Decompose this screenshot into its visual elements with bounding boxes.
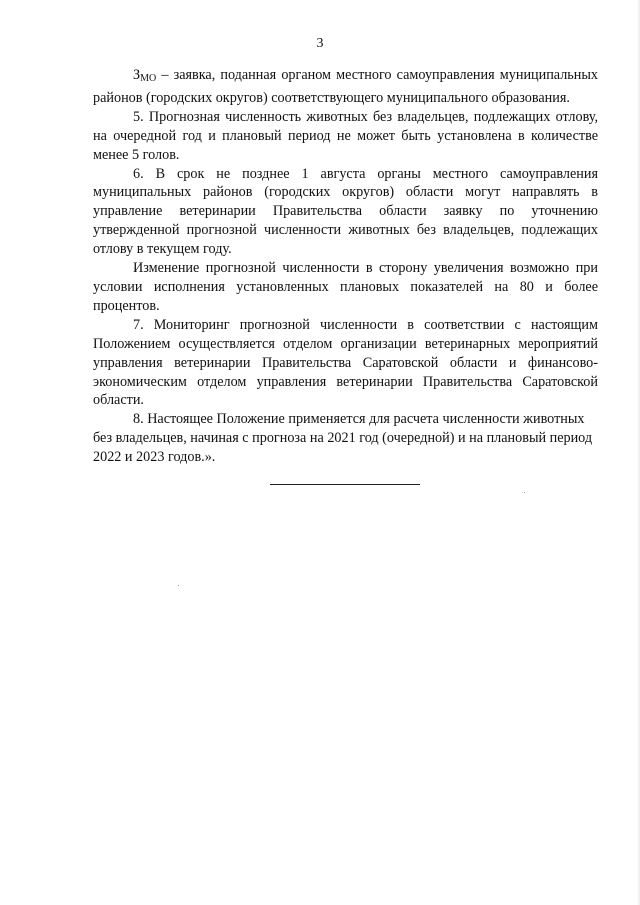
paragraph-item-6: 6. В срок не позднее 1 августа органы местного самоуправления муниципальных районов (городских округов) области могут направлять в управление ветеринарии Правительства области заявку по уточнению утвержденной прогнозной численности животных без владельцев, подлежащих отлову в текущем году. — [93, 165, 598, 258]
document-body — [93, 66, 598, 467]
paragraph-item-7: 7. Мониторинг прогнозной численности в соответствии с настоящим Положением осуществляется отделом организации ветеринарных мероприятий управления ветеринарии Правительства Саратовской области и финансово-экономическим отделом управления ветеринарии Правительства Саратовской области. — [93, 316, 598, 409]
paragraph-increase-condition: Изменение прогнозной численности в сторону увеличения возможно при условии исполнения установленных плановых показателей на 80 и более процентов. — [93, 260, 598, 314]
scan-speck — [524, 492, 525, 493]
zmo-symbol: З — [133, 67, 141, 83]
zmo-subscript: МО — [140, 73, 157, 84]
paragraph-zmo-definition — [93, 66, 598, 108]
paragraph-item-5: 5. Прогнозная численность животных без владельцев, подлежащих отлову, на очередной год и плановый период не может быть установлена в количестве менее 5 голов. — [93, 108, 598, 163]
paragraph-item-8: 8. Настоящее Положение применяется для расчета численности животных без владельцев, начиная с прогноза на 2021 год (очередной) и на плановый период 2022 и 2023 годов.». — [93, 411, 593, 466]
end-divider-line — [270, 484, 420, 485]
page-number: 3 — [316, 36, 324, 51]
scan-speck — [178, 585, 179, 586]
zmo-definition-text: – заявка, поданная органом местного самоуправления муниципальных районов (городских округов) соответствующего муниципального образования. — [93, 67, 598, 106]
